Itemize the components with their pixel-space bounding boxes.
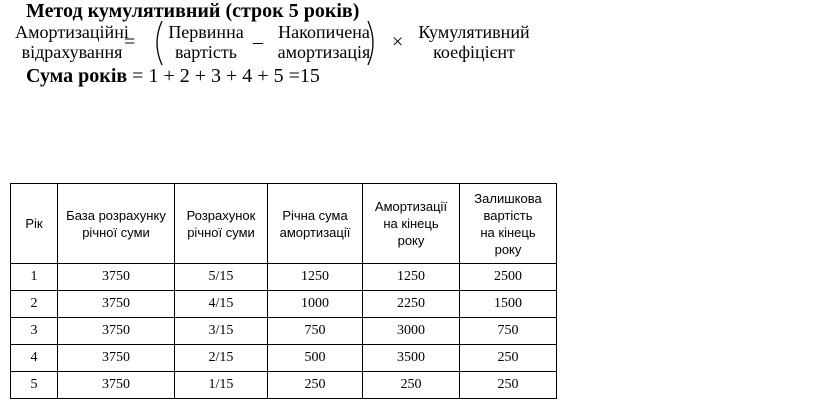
formula-lhs [2, 22, 142, 62]
right-paren-icon [366, 20, 380, 66]
cell-annual-amount: 500 [268, 345, 363, 372]
cell-base: 3750 [58, 318, 175, 345]
cell-year: 2 [11, 291, 58, 318]
cell-residual-value: 750 [460, 318, 557, 345]
cell-base: 3750 [58, 345, 175, 372]
cell-calculation: 3/15 [175, 318, 268, 345]
cell-year: 4 [11, 345, 58, 372]
table-row [11, 372, 557, 399]
page-title: Метод кумулятивний (строк 5 років) [26, 0, 360, 22]
header-annual-amount-line: Річна сума [282, 207, 348, 223]
cell-annual-amount: 750 [268, 318, 363, 345]
formula-term1-line2: вартість [175, 42, 237, 62]
cell-accumulated: 3500 [363, 345, 460, 372]
cell-base: 3750 [58, 372, 175, 399]
depreciation-table [10, 183, 557, 399]
minus-sign: – [253, 31, 263, 53]
header-base-line: База розрахунку [66, 207, 166, 223]
formula-term2-line1: Накопичена [278, 22, 370, 42]
sum-of-years-label: Сума років [26, 65, 128, 87]
header-base-line: річної суми [82, 224, 150, 240]
header-accumulated-line: року [397, 233, 425, 248]
formula-factor [412, 22, 536, 62]
header-calculation-line: річної суми [187, 224, 255, 240]
cell-calculation: 1/15 [175, 372, 268, 399]
header-accumulated [363, 184, 460, 264]
equals-sign: = [124, 31, 136, 53]
cell-accumulated: 3000 [363, 318, 460, 345]
sum-of-years-expression: = 1 + 2 + 3 + 4 + 5 =15 [127, 65, 320, 87]
header-residual-value-line: на кінець [480, 224, 536, 240]
table-row [11, 291, 557, 318]
cell-year: 5 [11, 372, 58, 399]
header-accumulated-line: Амортизації [374, 199, 448, 214]
cell-year: 3 [11, 318, 58, 345]
header-residual-value [460, 184, 557, 264]
cell-calculation: 4/15 [175, 291, 268, 318]
formula-term1 [160, 22, 252, 62]
header-residual-value-line: вартість [483, 207, 533, 223]
formula-term2 [272, 22, 376, 62]
cell-calculation: 5/15 [175, 264, 268, 291]
header-residual-value-line: року [494, 241, 522, 257]
cell-residual-value: 2500 [460, 264, 557, 291]
sum-of-years [26, 65, 320, 88]
cell-annual-amount: 1250 [268, 264, 363, 291]
cell-residual-value: 250 [460, 372, 557, 399]
cell-accumulated: 2250 [363, 291, 460, 318]
table-row [11, 264, 557, 291]
cell-base: 3750 [58, 291, 175, 318]
cell-accumulated: 250 [363, 372, 460, 399]
header-base [58, 184, 175, 264]
table-row [11, 345, 557, 372]
formula-lhs-line1: Амортизаційні [15, 22, 129, 42]
header-accumulated-line: на кінець [383, 216, 439, 231]
formula-term1-line1: Первинна [168, 22, 244, 42]
cell-accumulated: 1250 [363, 264, 460, 291]
cell-residual-value: 1500 [460, 291, 557, 318]
table-header-row [11, 184, 557, 264]
header-annual-amount [268, 184, 363, 264]
header-calculation-line: Розрахунок [186, 207, 256, 223]
header-calculation [175, 184, 268, 264]
depreciation-formula [0, 0, 560, 70]
formula-factor-line2: коефіцієнт [433, 42, 515, 62]
formula-lhs-line2: відрахування [21, 42, 123, 62]
header-year-line: Рік [25, 216, 43, 231]
cell-year: 1 [11, 264, 58, 291]
cell-annual-amount: 1000 [268, 291, 363, 318]
header-residual-value-line: Залишкова [474, 190, 542, 206]
header-annual-amount-line: амортизації [279, 224, 351, 240]
formula-factor-line1: Кумулятивний [418, 22, 530, 42]
cell-calculation: 2/15 [175, 345, 268, 372]
cell-residual-value: 250 [460, 345, 557, 372]
header-year [11, 184, 58, 264]
cell-base: 3750 [58, 264, 175, 291]
table-row [11, 318, 557, 345]
times-sign: × [392, 31, 404, 53]
formula-term2-line2: амортизація [277, 42, 371, 62]
cell-annual-amount: 250 [268, 372, 363, 399]
